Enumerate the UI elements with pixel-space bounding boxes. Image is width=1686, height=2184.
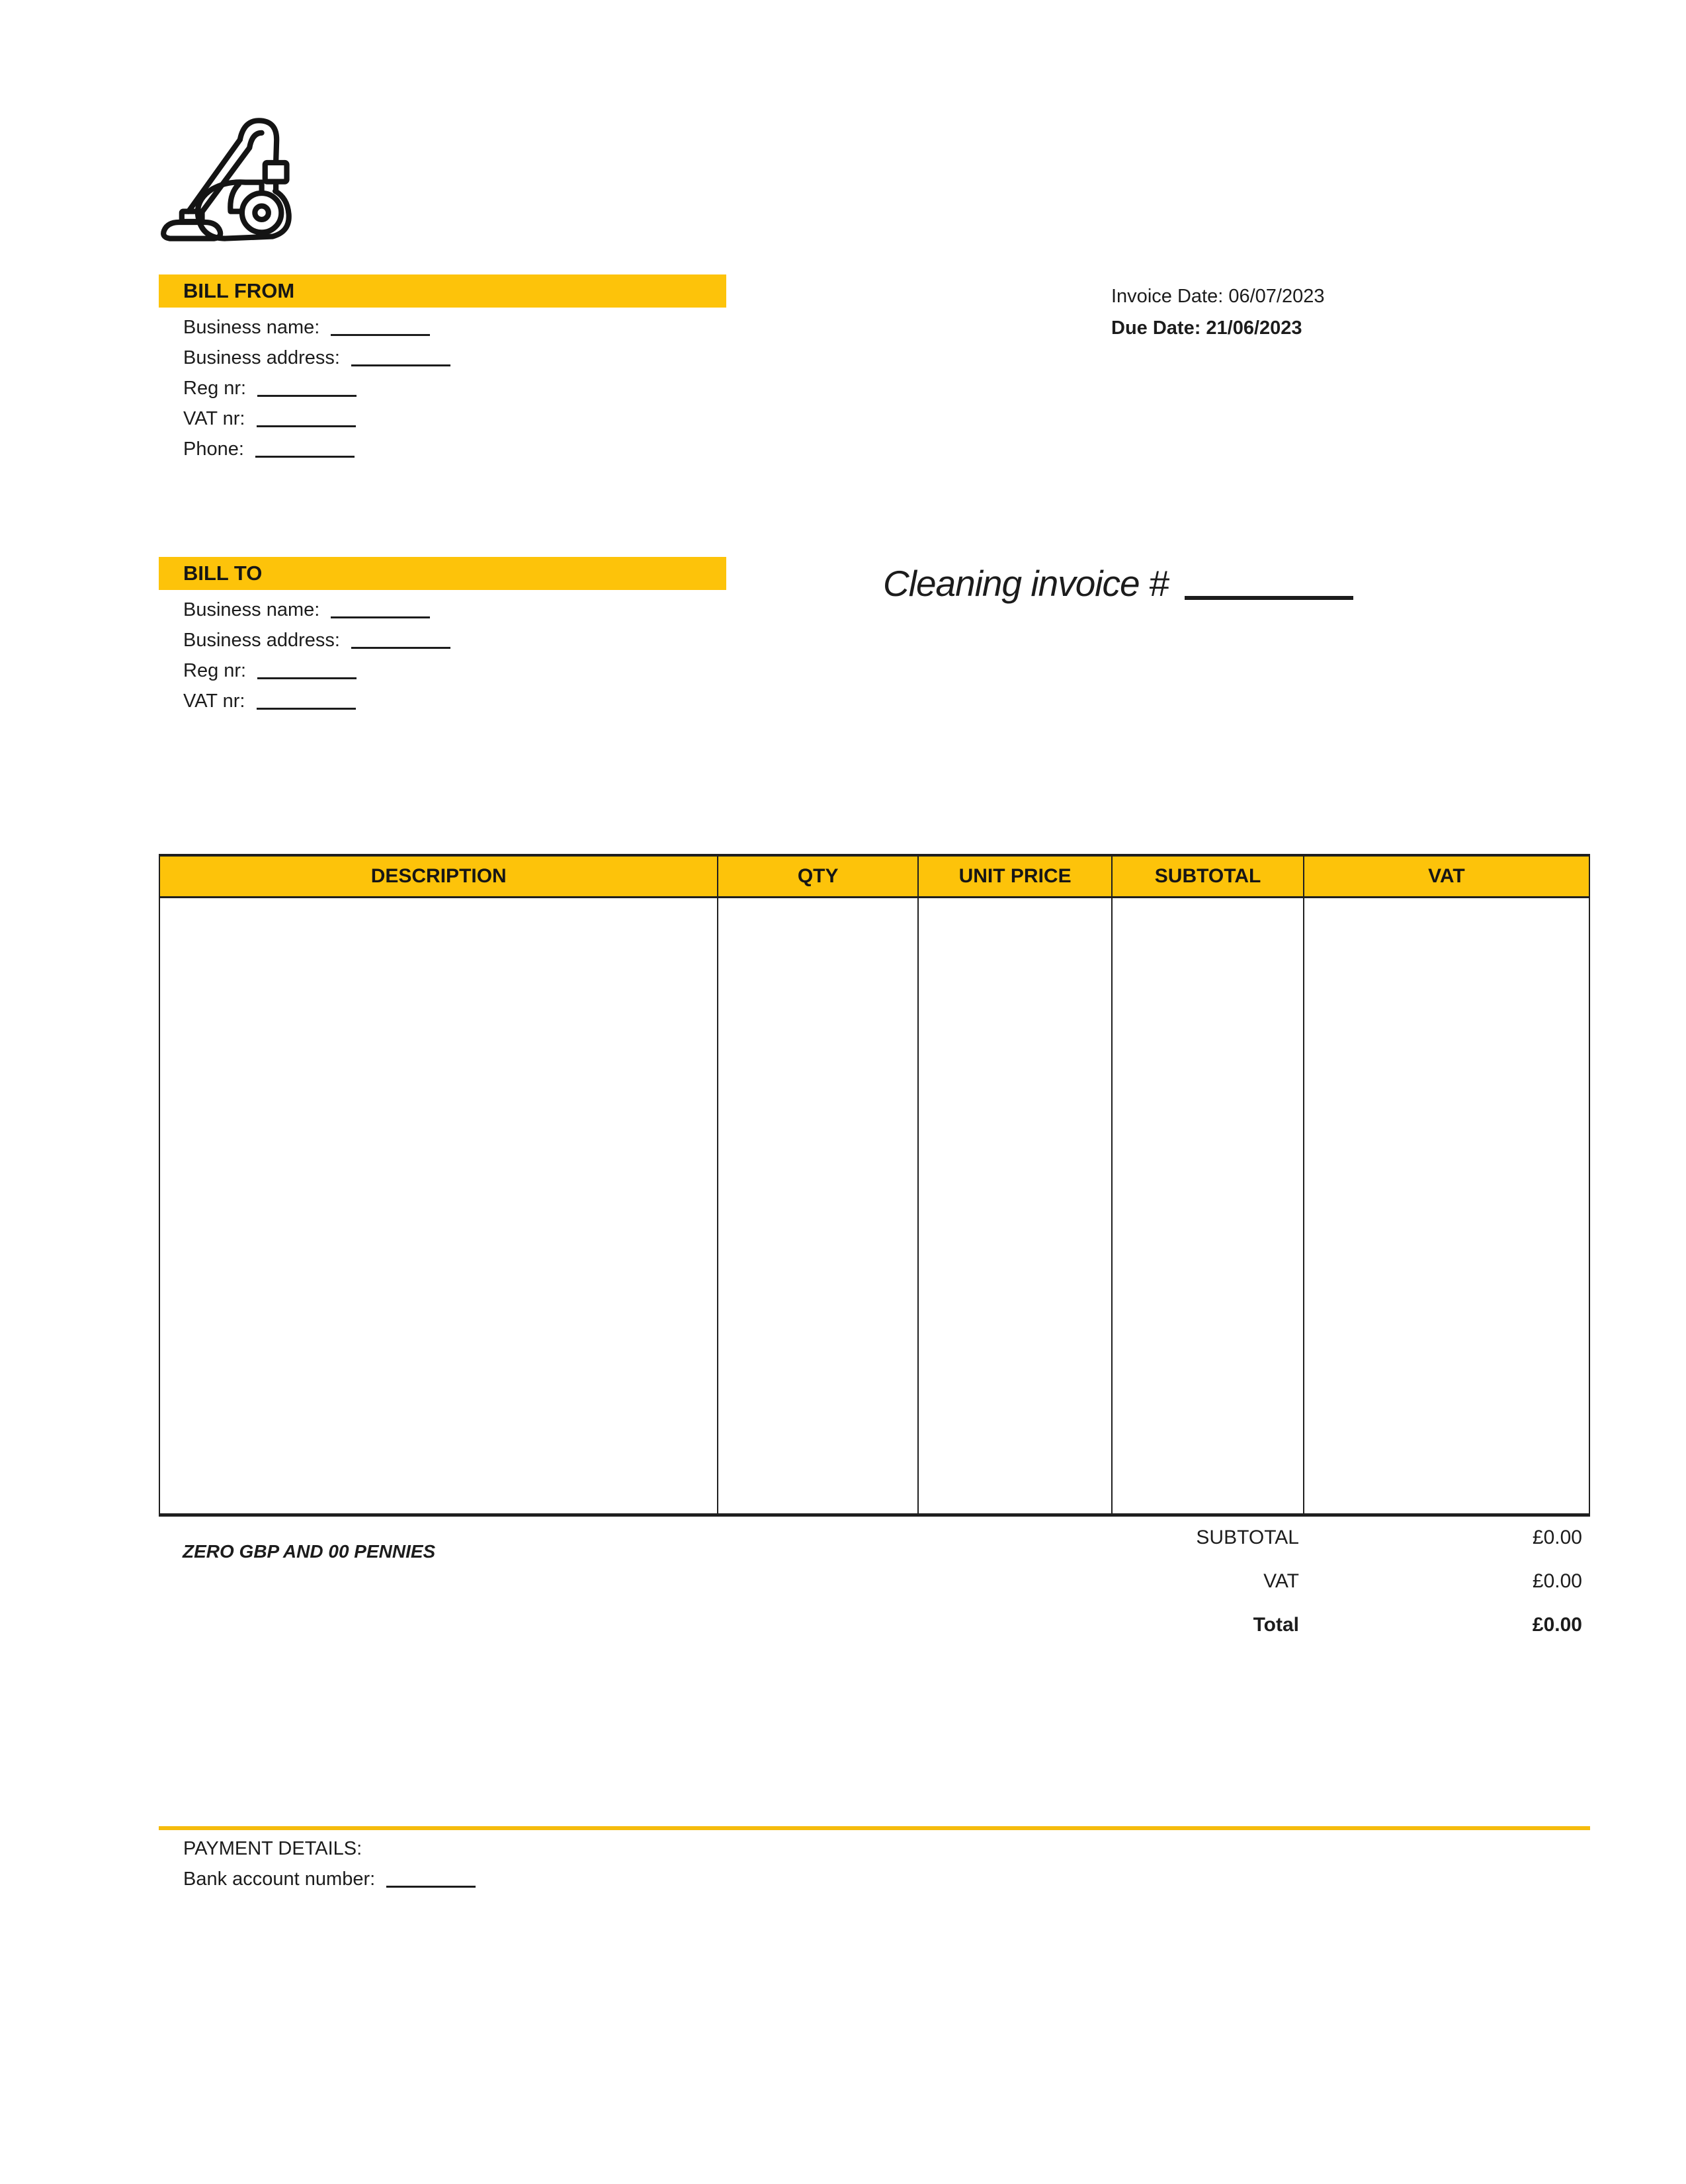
invoice-date-value: 06/07/2023 (1228, 286, 1325, 307)
bill-to-title: BILL TO (183, 562, 263, 585)
blank-line (257, 407, 356, 427)
bill-from-phone: Phone: (183, 434, 450, 464)
blank-line (386, 1868, 476, 1888)
header-unit-price: UNIT PRICE (919, 857, 1113, 896)
blank-line (257, 690, 356, 710)
blank-line (331, 599, 430, 618)
bill-to-reg-nr: Reg nr: (183, 655, 450, 686)
blank-line (257, 659, 357, 679)
table-body-row (159, 898, 1590, 1517)
blank-line (257, 377, 357, 397)
totals-block (992, 1527, 1582, 1658)
bank-account-number: Bank account number: (183, 1864, 476, 1894)
header-vat: VAT (1428, 865, 1465, 887)
bill-from-title: BILL FROM (183, 279, 295, 302)
blank-line (351, 629, 450, 649)
due-date-label: Due Date: (1111, 317, 1206, 339)
total-value: £0.00 (1532, 1614, 1582, 1636)
vat-value: £0.00 (1532, 1570, 1582, 1592)
vat-row (992, 1570, 1582, 1614)
blank-line (331, 316, 430, 336)
vat-label: VAT (1263, 1570, 1299, 1592)
invoice-title-text: Cleaning invoice # (883, 563, 1178, 604)
invoice-date-row (1111, 280, 1324, 312)
subtotal-value: £0.00 (1532, 1527, 1582, 1548)
line-items-table (159, 854, 1590, 1517)
cell-qty (718, 898, 918, 1513)
blank-line (255, 438, 355, 458)
bill-from-business-name: Business name: (183, 312, 450, 343)
bill-from-reg-nr: Reg nr: (183, 373, 450, 403)
total-row (992, 1614, 1582, 1658)
bill-from-vat-nr: VAT nr: (183, 403, 450, 434)
cell-vat (1304, 898, 1589, 1513)
amount-in-words: ZERO GBP AND 00 PENNIES (183, 1541, 436, 1562)
bill-to-vat-nr: VAT nr: (183, 686, 450, 716)
total-label: Total (1253, 1614, 1299, 1636)
cell-unit-price (919, 898, 1113, 1513)
payment-details-title: PAYMENT DETAILS: (183, 1838, 362, 1859)
bill-from-header (159, 274, 726, 308)
header-qty: QTY (718, 857, 918, 896)
invoice-date-label: Invoice Date: (1111, 286, 1229, 307)
subtotal-label: SUBTOTAL (1196, 1527, 1299, 1548)
bill-to-business-address: Business address: (183, 625, 450, 655)
cell-subtotal (1113, 898, 1304, 1513)
invoice-meta (1111, 280, 1324, 344)
blank-line (351, 347, 450, 366)
header-description: DESCRIPTION (160, 857, 718, 896)
vacuum-cleaner-icon (159, 111, 301, 247)
bill-to-fields (183, 595, 450, 716)
subtotal-row (992, 1527, 1582, 1570)
bill-to-business-name: Business name: (183, 595, 450, 625)
invoice-number-blank-line (1185, 568, 1353, 600)
payment-separator-line (159, 1826, 1590, 1830)
bill-from-business-address: Business address: (183, 343, 450, 373)
due-date-row (1111, 312, 1324, 344)
page-title (883, 562, 1353, 605)
payment-details (183, 1833, 476, 1894)
bill-to-header (159, 557, 726, 590)
header-subtotal: SUBTOTAL (1113, 857, 1304, 896)
table-header-row (159, 854, 1590, 898)
bill-from-fields (183, 312, 450, 464)
due-date-value: 21/06/2023 (1206, 317, 1302, 339)
cell-description (160, 898, 718, 1513)
